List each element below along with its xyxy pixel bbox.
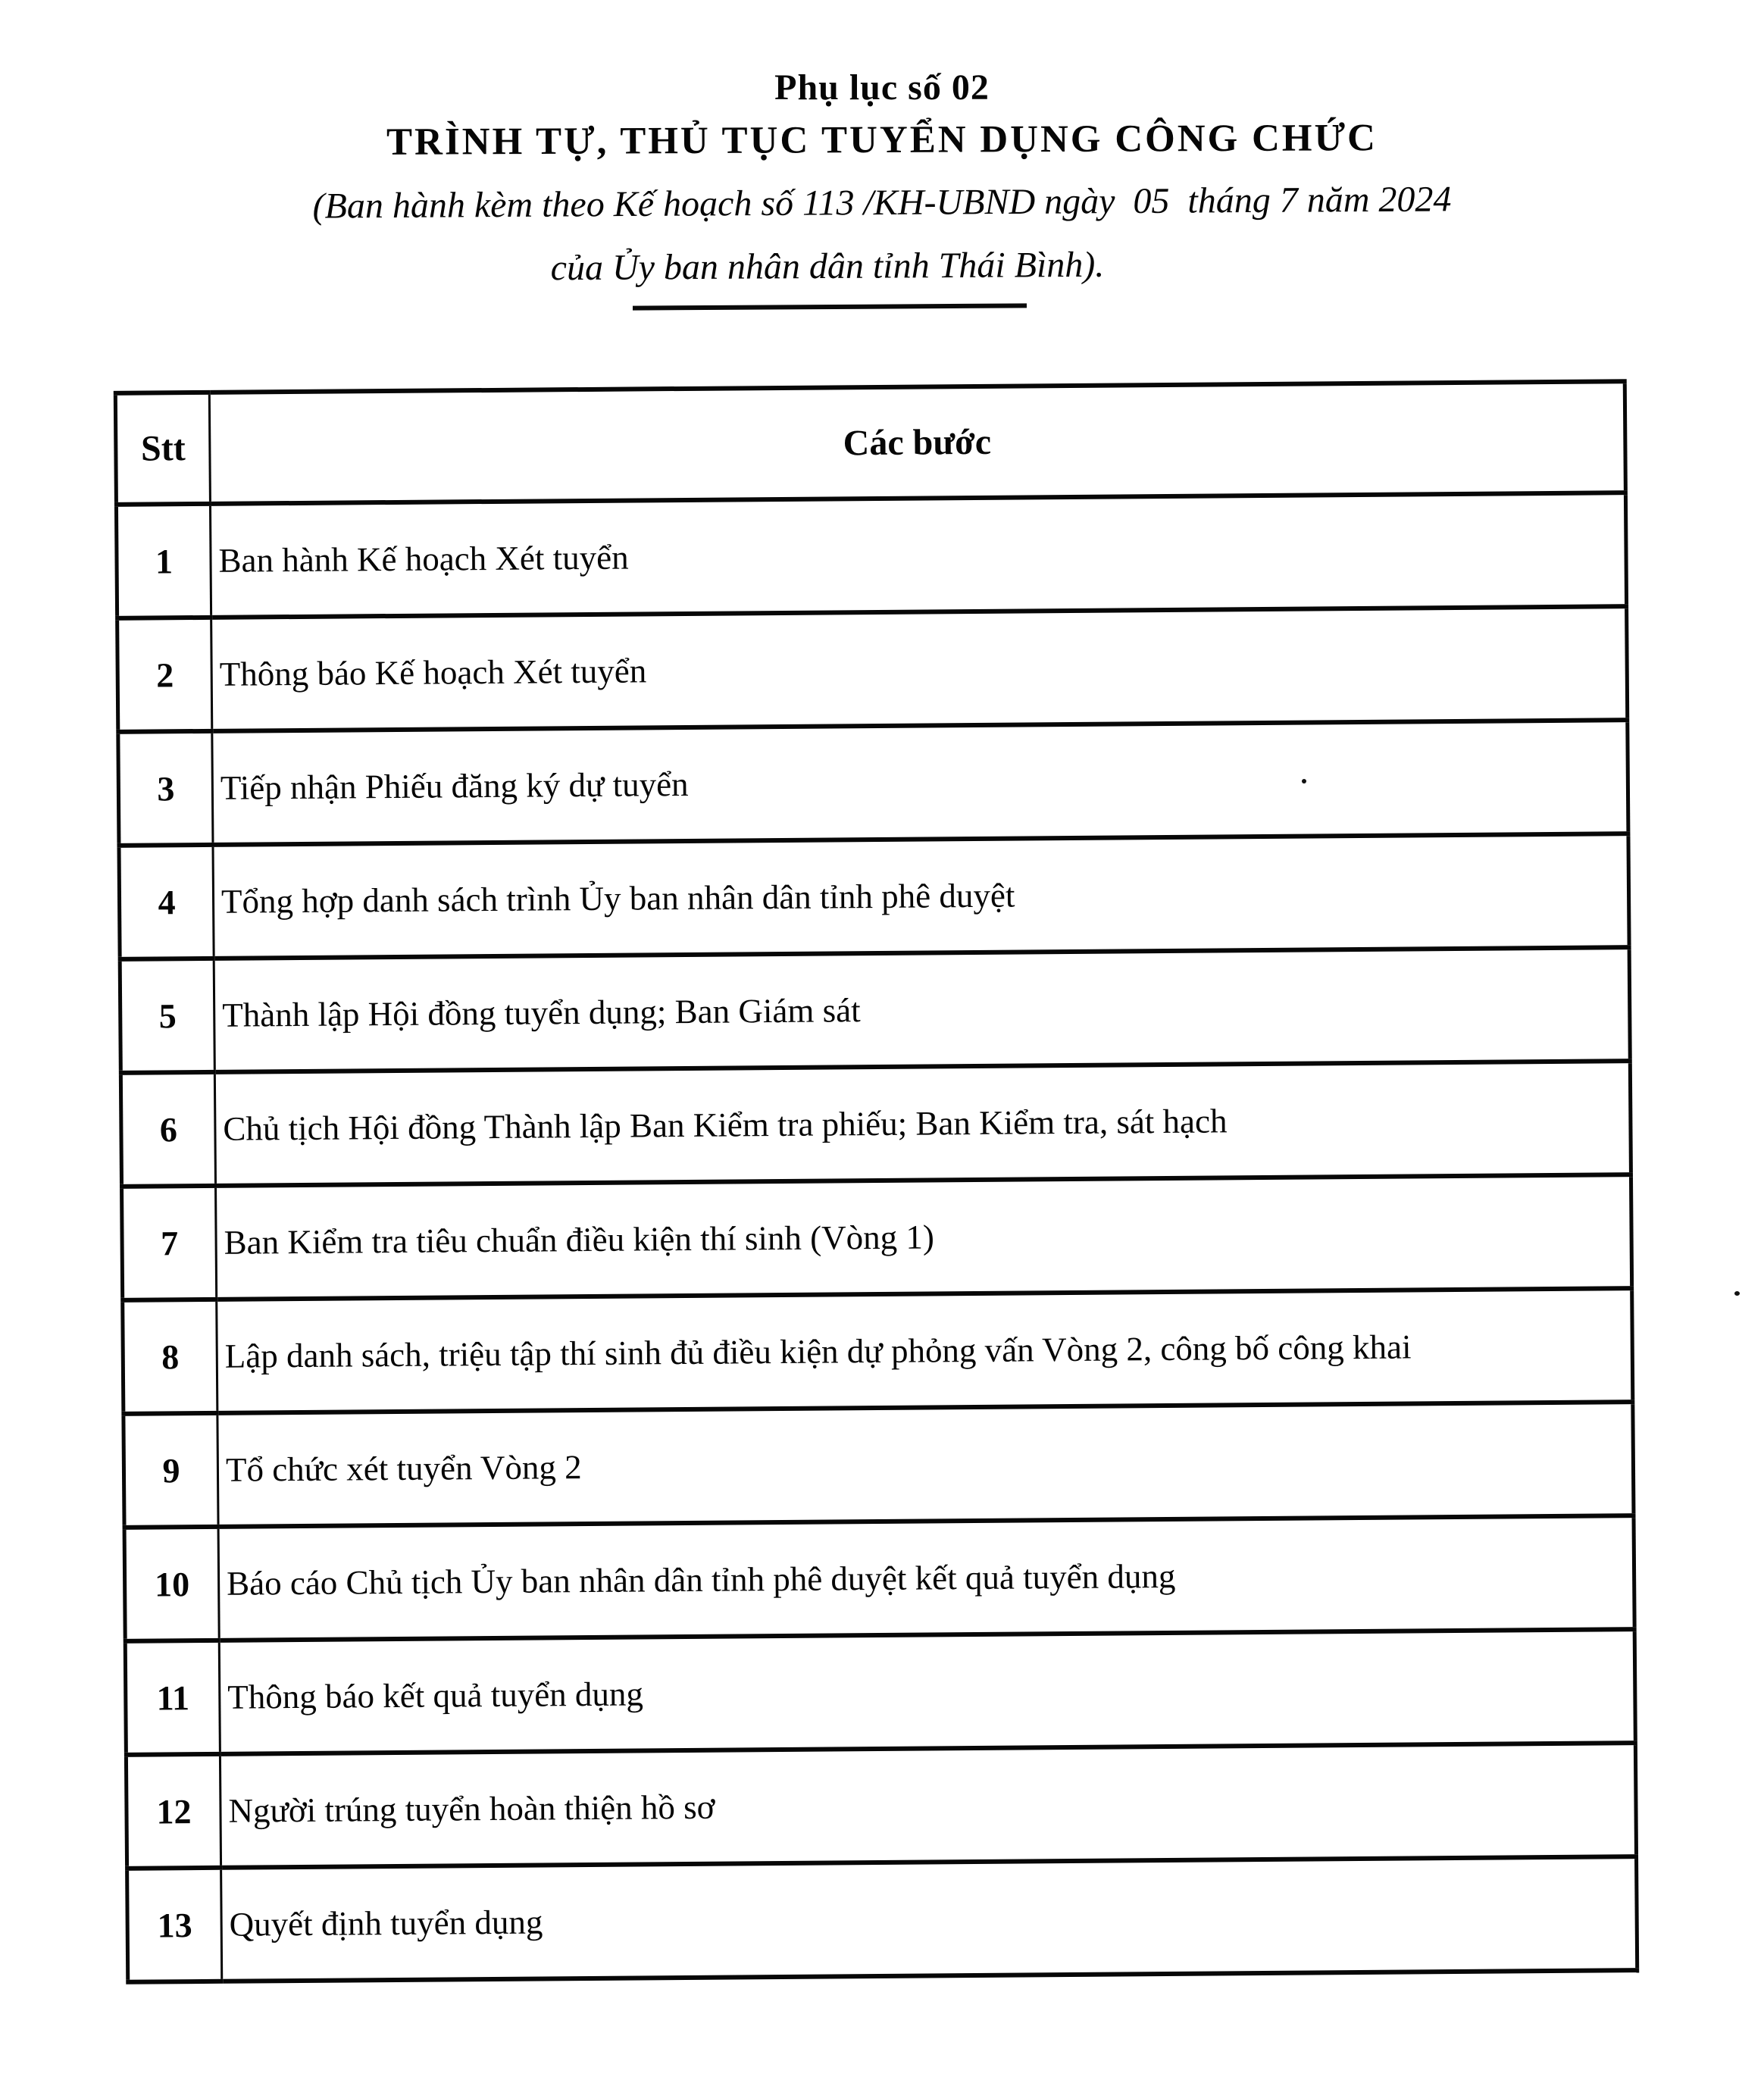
row-number-cell: 8 — [123, 1300, 217, 1414]
step-description-cell: Quyết định tuyển dụng — [221, 1856, 1637, 1981]
row-number-cell: 9 — [124, 1413, 218, 1528]
title-divider-line — [633, 303, 1027, 310]
procedure-steps-table — [114, 379, 1639, 1984]
table-row — [124, 1515, 1634, 1641]
document-subtitle-line2: của Ủy ban nhân dân tỉnh Thái Bình). — [550, 244, 1105, 289]
table-row — [117, 606, 1628, 732]
table-row — [127, 1856, 1637, 1982]
step-description-cell: Chủ tịch Hội đồng Thành lập Ban Kiểm tra phiếu; Ban Kiểm tra, sát hạch — [214, 1061, 1631, 1186]
row-number-cell: 12 — [126, 1754, 220, 1869]
row-number-cell: 7 — [122, 1186, 217, 1300]
step-description-cell: Thông báo kết quả tuyển dụng — [219, 1629, 1635, 1754]
table-row — [116, 493, 1626, 618]
step-description-cell: Tổng hợp danh sách trình Ủy ban nhân dân tỉnh phê duyệt — [213, 834, 1629, 959]
table-body — [116, 493, 1637, 1982]
table-header — [115, 381, 1625, 505]
row-number-cell: 13 — [127, 1868, 222, 1982]
row-number-cell: 2 — [117, 618, 212, 732]
table-row — [123, 1288, 1633, 1414]
step-description-cell: Ban hành Kế hoạch Xét tuyển — [210, 493, 1626, 618]
step-description-cell: Người trúng tuyển hoàn thiện hồ sơ — [220, 1743, 1636, 1868]
row-number-cell: 1 — [116, 504, 211, 618]
table-header-row — [115, 381, 1625, 505]
step-description-cell: Thành lập Hội đồng tuyển dụng; Ban Giám sát — [214, 947, 1630, 1072]
step-description-cell: Ban Kiểm tra tiêu chuẩn điều kiện thí sinh (Vòng 1) — [216, 1174, 1632, 1300]
row-number-cell: 4 — [119, 845, 214, 959]
table-row — [120, 947, 1630, 1073]
document-title: TRÌNH TỰ, THỦ TỤC TUYỂN DỤNG CÔNG CHỨC — [386, 117, 1378, 164]
table-row — [119, 834, 1629, 959]
step-description-cell: Tiếp nhận Phiếu đăng ký dự tuyển — [212, 720, 1628, 845]
table-row — [118, 720, 1628, 846]
row-number-cell: 10 — [124, 1527, 219, 1641]
table-row — [126, 1743, 1636, 1869]
row-number-cell: 11 — [125, 1640, 220, 1755]
appendix-number-title: Phụ lục số 02 — [774, 67, 990, 108]
row-number-cell: 6 — [120, 1072, 215, 1187]
header-cell-steps: Các bước — [209, 381, 1625, 504]
step-description-cell: Lập danh sách, triệu tập thí sinh đủ điều kiện dự phỏng vấn Vòng 2, công bố công khai — [217, 1288, 1633, 1413]
scan-noise-speck — [1302, 779, 1306, 783]
table-row — [125, 1629, 1635, 1755]
step-description-cell: Tổ chức xét tuyển Vòng 2 — [217, 1402, 1634, 1527]
table-row — [124, 1402, 1634, 1528]
header-cell-stt: Stt — [115, 393, 210, 505]
document-subtitle-line1: (Ban hành kèm theo Kế hoạch số 113 /KH-UBND ngày 05 tháng 7 năm 2024 — [312, 179, 1452, 227]
step-description-cell: Thông báo Kế hoạch Xét tuyển — [211, 606, 1628, 731]
row-number-cell: 3 — [118, 731, 213, 846]
table-row — [122, 1174, 1632, 1300]
table-row — [120, 1061, 1631, 1187]
row-number-cell: 5 — [120, 959, 214, 1073]
step-description-cell: Báo cáo Chủ tịch Ủy ban nhân dân tỉnh phê duyệt kết quả tuyển dụng — [218, 1515, 1634, 1640]
scan-noise-speck — [1734, 1291, 1740, 1296]
